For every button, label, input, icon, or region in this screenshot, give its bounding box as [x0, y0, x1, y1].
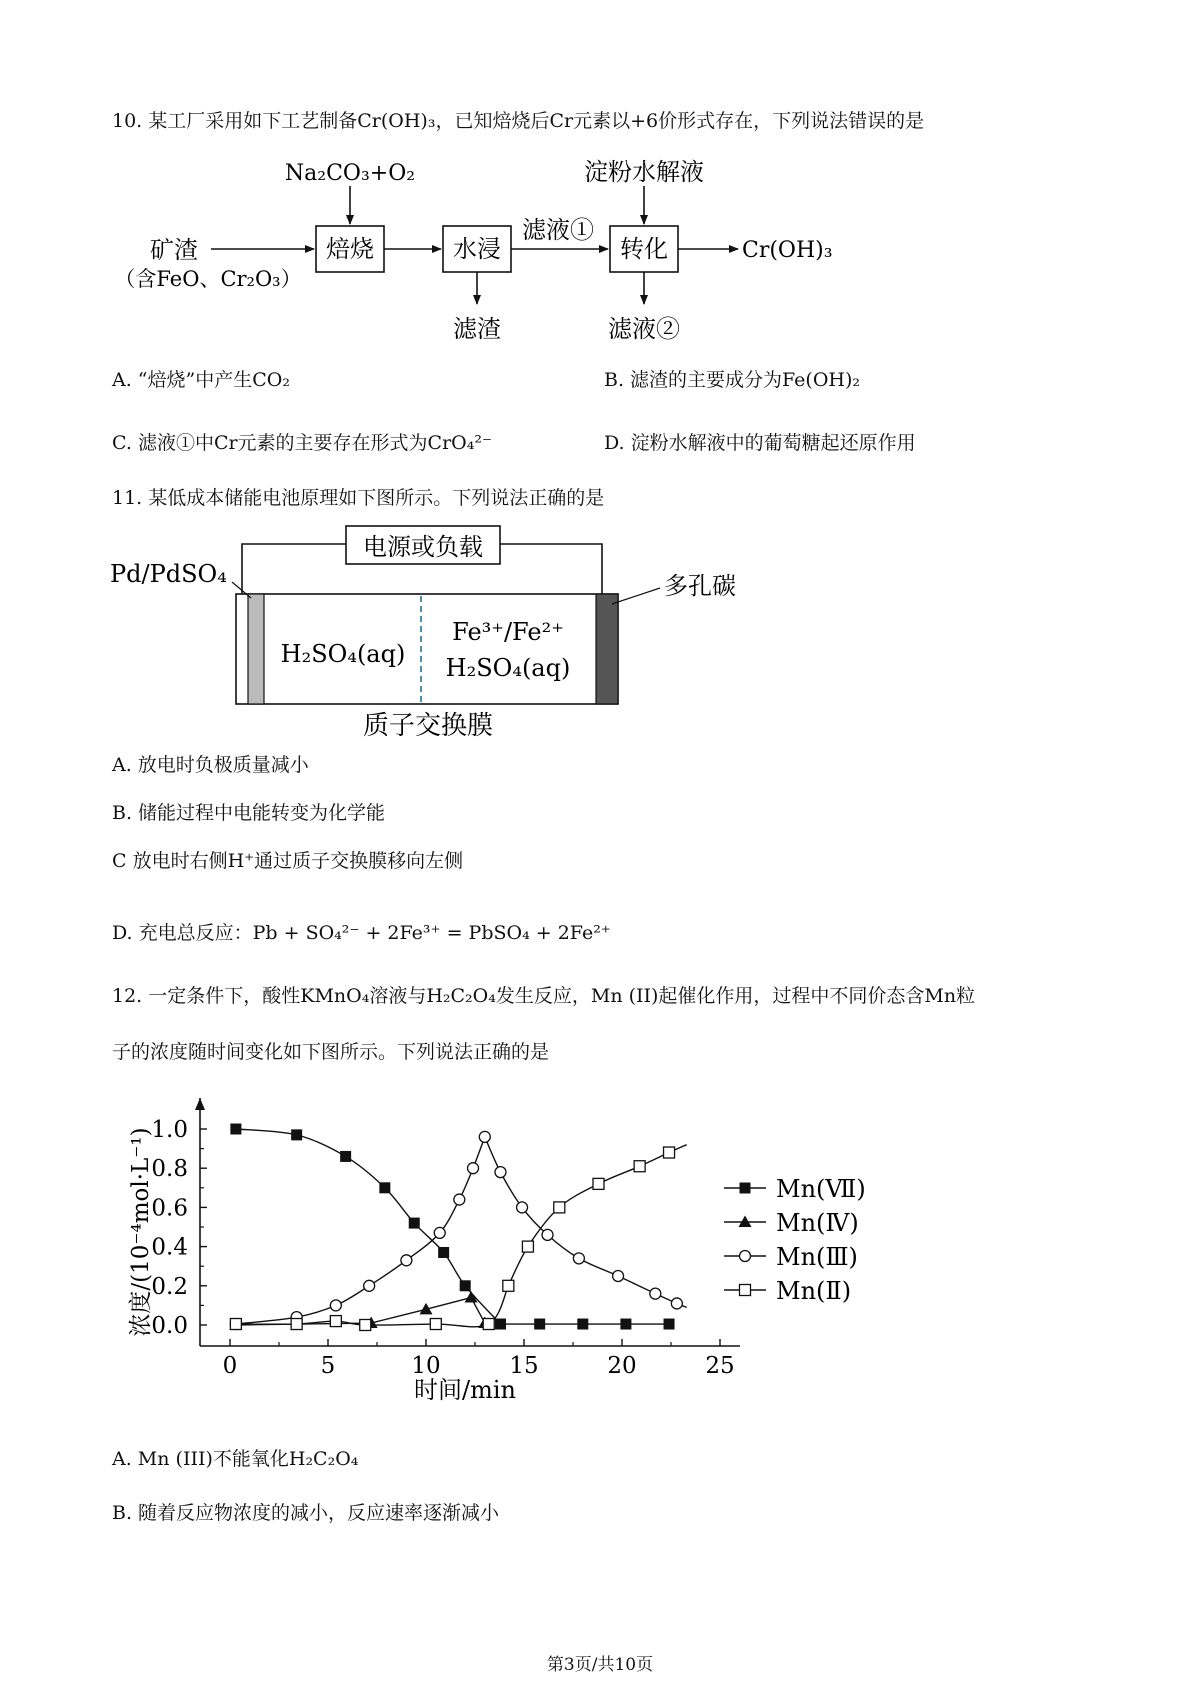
data-point	[534, 1319, 545, 1330]
series-line	[236, 1129, 501, 1324]
data-point	[495, 1319, 506, 1330]
data-point	[522, 1241, 533, 1252]
q12-option-a: A. Mn (III)不能氧化H₂C₂O₄	[112, 1448, 359, 1470]
series-line	[485, 1137, 687, 1308]
flow-filtrate2: 滤液②	[608, 315, 680, 343]
data-point	[620, 1319, 631, 1330]
legend-label: Mn(Ⅱ)	[776, 1277, 852, 1305]
flow-box2-label: 水浸	[453, 235, 501, 263]
legend-entry	[724, 1243, 858, 1271]
q12-concentration-chart	[0, 1080, 1200, 1410]
legend-entry	[724, 1175, 866, 1203]
right-ions-label: Fe³⁺/Fe²⁺	[452, 618, 564, 646]
flow-box3-label: 转化	[620, 235, 668, 263]
external-circuit-right	[500, 544, 602, 594]
series-3	[230, 1131, 686, 1329]
q10-stem: 10. 某工厂采用如下工艺制备Cr(OH)₃，已知焙烧后Cr元素以+6价形式存在，下列说法错误的是	[112, 110, 925, 132]
data-point	[330, 1316, 341, 1327]
y-tick-label: 0.2	[151, 1273, 188, 1300]
x-tick-label: 10	[411, 1353, 441, 1379]
source-label: 电源或负载	[363, 533, 483, 561]
data-point	[739, 1216, 752, 1228]
q10-option-d: D. 淀粉水解液中的葡萄糖起还原作用	[604, 432, 916, 454]
left-electrode-label: Pd/PdSO₄	[110, 560, 227, 588]
data-point	[577, 1319, 588, 1330]
x-tick-label: 5	[320, 1353, 336, 1379]
right-electrode-leader	[612, 588, 660, 604]
flow-box1-label: 焙烧	[326, 235, 374, 263]
q12-stem-line1: 12. 一定条件下，酸性KMnO₄溶液与H₂C₂O₄发生反应，Mn (II)起催化作用，过程中不同价态含Mn粒	[112, 985, 976, 1007]
y-tick-label: 0.4	[151, 1234, 188, 1261]
data-point	[460, 1280, 471, 1291]
data-point	[438, 1247, 449, 1258]
data-point	[664, 1319, 675, 1330]
y-tick-label: 0.0	[151, 1313, 188, 1339]
data-point	[340, 1151, 351, 1162]
q11-stem: 11. 某低成本储能电池原理如下图所示。下列说法正确的是	[112, 487, 605, 509]
y-tick-label: 1.0	[151, 1117, 188, 1143]
right-solution-label: H₂SO₄(aq)	[445, 654, 571, 682]
q11-option-c: C 放电时右侧H⁺通过质子交换膜移向左侧	[112, 850, 464, 872]
series-1	[230, 1124, 674, 1330]
left-electrode	[248, 594, 264, 704]
legend-entry	[724, 1277, 851, 1305]
x-tick-label: 25	[705, 1353, 735, 1379]
q10-option-a: A. “焙烧”中产生CO₂	[112, 369, 290, 391]
q10-option-c: C. 滤液①中Cr元素的主要存在形式为CrO₄²⁻	[112, 432, 493, 454]
data-point	[479, 1131, 490, 1142]
data-point	[740, 1183, 751, 1194]
flow-reagent2: 淀粉水解液	[584, 158, 704, 186]
membrane-label: 质子交换膜	[362, 711, 494, 741]
flow-filtrate1: 滤液①	[522, 216, 594, 244]
data-point	[434, 1227, 445, 1238]
y-tick-label: 0.8	[151, 1156, 188, 1183]
page-footer: 第3页/共10页	[546, 1655, 654, 1675]
q10-option-b: B. 滤渣的主要成分为Fe(OH)₂	[604, 369, 861, 391]
x-axis-label: 时间/min	[414, 1376, 516, 1404]
data-point	[230, 1319, 241, 1330]
data-point	[517, 1202, 528, 1213]
series-line	[236, 1137, 485, 1324]
data-point	[554, 1202, 565, 1213]
flow-residue: 滤渣	[453, 315, 501, 343]
data-point	[613, 1271, 624, 1282]
q11-option-b: B. 储能过程中电能转变为化学能	[112, 802, 386, 824]
q12-stem-line2: 子的浓度随时间变化如下图所示。下列说法正确的是	[112, 1041, 550, 1063]
data-point	[330, 1300, 341, 1311]
data-point	[740, 1285, 751, 1296]
data-point	[291, 1319, 302, 1330]
y-tick-label: 0.6	[151, 1195, 188, 1222]
external-circuit	[242, 544, 346, 594]
q11-battery-diagram	[0, 510, 1200, 750]
y-axis-label: 浓度/(10⁻⁴mol·L⁻¹)	[128, 1127, 154, 1337]
data-point	[542, 1229, 553, 1240]
series-4	[230, 1145, 686, 1331]
q11-option-d: D. 充电总反应：Pb + SO₄²⁻ + 2Fe³⁺ = PbSO₄ + 2Fe²⁺	[112, 922, 611, 944]
data-point	[430, 1319, 441, 1330]
legend-label: Mn(Ⅳ)	[776, 1209, 859, 1237]
data-point	[740, 1251, 751, 1262]
flow-input1: 矿渣	[150, 236, 198, 264]
data-point	[634, 1161, 645, 1172]
data-point	[495, 1167, 506, 1178]
data-point	[468, 1163, 479, 1174]
x-tick-label: 15	[509, 1353, 539, 1379]
data-point	[379, 1182, 390, 1193]
flow-product: Cr(OH)₃	[742, 238, 833, 263]
data-point	[671, 1298, 682, 1309]
data-point	[664, 1147, 675, 1158]
data-point	[573, 1253, 584, 1264]
left-solution-label: H₂SO₄(aq)	[280, 640, 406, 668]
data-point	[401, 1255, 412, 1266]
q10-flow-diagram	[0, 0, 1200, 360]
flow-reagent1: Na₂CO₃+O₂	[284, 161, 416, 186]
y-axis-arrow	[195, 1098, 205, 1110]
legend-label: Mn(Ⅶ)	[776, 1175, 866, 1203]
data-point	[593, 1178, 604, 1189]
x-tick-label: 20	[607, 1353, 637, 1379]
q11-option-a: A. 放电时负极质量减小	[112, 754, 309, 776]
right-electrode	[596, 594, 618, 704]
data-point	[503, 1280, 514, 1291]
legend-label: Mn(Ⅲ)	[776, 1243, 858, 1271]
data-point	[291, 1129, 302, 1140]
legend-entry	[724, 1209, 859, 1237]
data-point	[650, 1288, 661, 1299]
data-point	[454, 1194, 465, 1205]
data-point	[364, 1280, 375, 1291]
data-point	[230, 1124, 241, 1135]
series-line	[508, 1145, 686, 1286]
data-point	[483, 1319, 494, 1330]
right-electrode-label: 多孔碳	[664, 572, 736, 600]
x-tick-label: 0	[222, 1353, 238, 1379]
data-point	[409, 1218, 420, 1229]
flow-input2: （含FeO、Cr₂O₃）	[114, 267, 302, 291]
q12-option-b: B. 随着反应物浓度的减小，反应速率逐渐减小	[112, 1502, 500, 1524]
data-point	[360, 1320, 371, 1331]
